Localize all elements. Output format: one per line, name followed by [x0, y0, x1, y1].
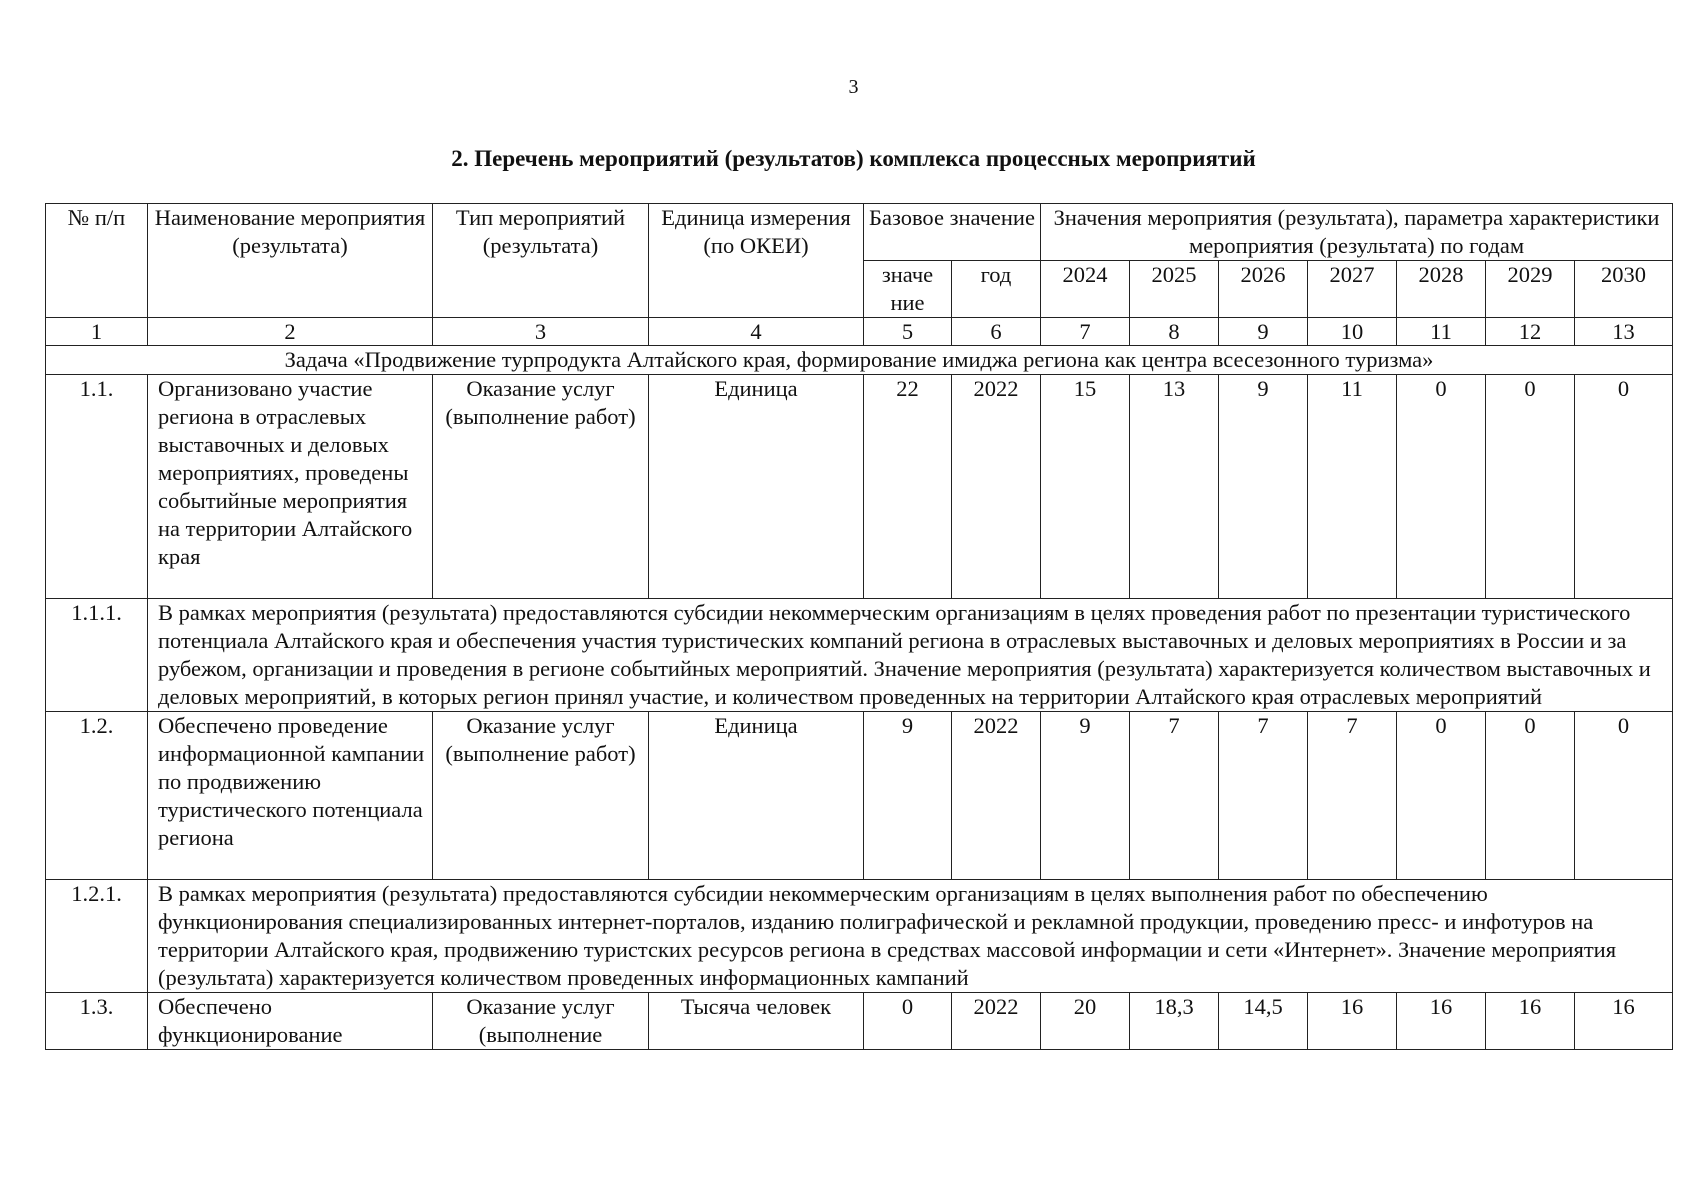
row-value-2027: 7 — [1308, 712, 1397, 880]
row-base-value: 22 — [864, 375, 952, 599]
row-value-2026: 7 — [1219, 712, 1308, 880]
row-base-year: 2022 — [952, 993, 1041, 1050]
row-type: Оказание услуг (выполнение работ) — [433, 375, 649, 599]
column-number-row — [46, 318, 1673, 346]
header-year-2028: 2028 — [1397, 261, 1486, 318]
row-value-2025: 7 — [1130, 712, 1219, 880]
row-num: 1.2.1. — [46, 880, 148, 993]
row-name: Организовано участие региона в отраслевых выставочных и деловых мероприятиях, проведены событийные мероприятия на территории Алтайского края — [148, 375, 433, 599]
measures-table — [45, 203, 1673, 1050]
row-value-2027: 11 — [1308, 375, 1397, 599]
row-unit: Единица — [649, 712, 864, 880]
row-description: В рамках мероприятия (результата) предоставляются субсидии некоммерческим организациям в целях выполнения работ по обеспечению функционирования специализированных интернет-порталов, изданию полиграфической и рекламной продукции, проведению пресс- и инфотуров на территории Алтайского края, продвижению туристских ресурсов региона в средствах массовой информации и сети «Интернет». Значение мероприятия (результата) характеризуется количеством проведенных информационных кампаний — [148, 880, 1673, 993]
table-row — [46, 712, 1673, 880]
row-value-2024: 9 — [1041, 712, 1130, 880]
task-row — [46, 346, 1673, 375]
header-year-2024: 2024 — [1041, 261, 1130, 318]
row-value-2026: 14,5 — [1219, 993, 1308, 1050]
description-row — [46, 880, 1673, 993]
row-value-2025: 13 — [1130, 375, 1219, 599]
row-num: 1.2. — [46, 712, 148, 880]
column-number: 3 — [433, 318, 649, 346]
row-type: Оказание услуг (выполнение работ) — [433, 712, 649, 880]
task-title: Задача «Продвижение турпродукта Алтайского края, формирование имиджа региона как центра всесезонного туризма» — [46, 346, 1673, 375]
row-value-2028: 16 — [1397, 993, 1486, 1050]
row-name: Обеспечено проведение информационной кампании по продвижению туристического потенциала региона — [148, 712, 433, 880]
row-value-2029: 16 — [1486, 993, 1575, 1050]
row-value-2027: 16 — [1308, 993, 1397, 1050]
header-year-2029: 2029 — [1486, 261, 1575, 318]
column-number: 11 — [1397, 318, 1486, 346]
row-unit: Тысяча человек — [649, 993, 864, 1050]
column-number: 6 — [952, 318, 1041, 346]
row-base-value: 9 — [864, 712, 952, 880]
header-year-2025: 2025 — [1130, 261, 1219, 318]
table-row — [46, 375, 1673, 599]
row-value-2025: 18,3 — [1130, 993, 1219, 1050]
header-base-year: год — [952, 261, 1041, 318]
row-name: Обеспечено функционирование — [148, 993, 433, 1050]
column-number: 2 — [148, 318, 433, 346]
column-number: 1 — [46, 318, 148, 346]
row-value-2029: 0 — [1486, 712, 1575, 880]
header-row-1 — [46, 204, 1673, 261]
row-value-2026: 9 — [1219, 375, 1308, 599]
row-description: В рамках мероприятия (результата) предоставляются субсидии некоммерческим организациям в целях проведения работ по презентации туристического потенциала Алтайского края и обеспечения участия туристических компаний региона в отраслевых выставочных и деловых мероприятиях в России и за рубежом, организации и проведения в регионе событийных мероприятий. Значение мероприятия (результата) характеризуется количеством выставочных и деловых мероприятий, в которых регион принял участие, и количеством проведенных на территории Алтайского края отраслевых мероприятий — [148, 599, 1673, 712]
row-num: 1.1. — [46, 375, 148, 599]
header-num: № п/п — [46, 204, 148, 318]
row-base-year: 2022 — [952, 712, 1041, 880]
column-number: 4 — [649, 318, 864, 346]
row-value-2030: 16 — [1575, 993, 1673, 1050]
row-base-value: 0 — [864, 993, 952, 1050]
table-row — [46, 993, 1673, 1050]
row-value-2030: 0 — [1575, 712, 1673, 880]
page-number: 3 — [848, 76, 859, 98]
column-number: 13 — [1575, 318, 1673, 346]
row-value-2028: 0 — [1397, 375, 1486, 599]
column-number: 7 — [1041, 318, 1130, 346]
header-name: Наименование мероприятия (результата) — [148, 204, 433, 318]
column-number: 8 — [1130, 318, 1219, 346]
header-base: Базовое значение — [864, 204, 1041, 261]
header-year-2030: 2030 — [1575, 261, 1673, 318]
header-type: Тип мероприятий (результата) — [433, 204, 649, 318]
header-year-2026: 2026 — [1219, 261, 1308, 318]
row-value-2024: 15 — [1041, 375, 1130, 599]
row-value-2030: 0 — [1575, 375, 1673, 599]
row-num: 1.1.1. — [46, 599, 148, 712]
row-value-2024: 20 — [1041, 993, 1130, 1050]
header-unit: Единица измерения (по ОКЕИ) — [649, 204, 864, 318]
column-number: 5 — [864, 318, 952, 346]
column-number: 10 — [1308, 318, 1397, 346]
description-row — [46, 599, 1673, 712]
column-number: 9 — [1219, 318, 1308, 346]
row-value-2028: 0 — [1397, 712, 1486, 880]
document-title: 2. Перечень мероприятий (результатов) комплекса процессных мероприятий — [451, 146, 1256, 171]
header-year-2027: 2027 — [1308, 261, 1397, 318]
header-base-value: значе ние — [864, 261, 952, 318]
row-num: 1.3. — [46, 993, 148, 1050]
row-type: Оказание услуг (выполнение — [433, 993, 649, 1050]
row-value-2029: 0 — [1486, 375, 1575, 599]
header-values-by-year: Значения мероприятия (результата), параметра характеристики мероприятия (результата) по годам — [1041, 204, 1673, 261]
row-unit: Единица — [649, 375, 864, 599]
row-base-year: 2022 — [952, 375, 1041, 599]
column-number: 12 — [1486, 318, 1575, 346]
